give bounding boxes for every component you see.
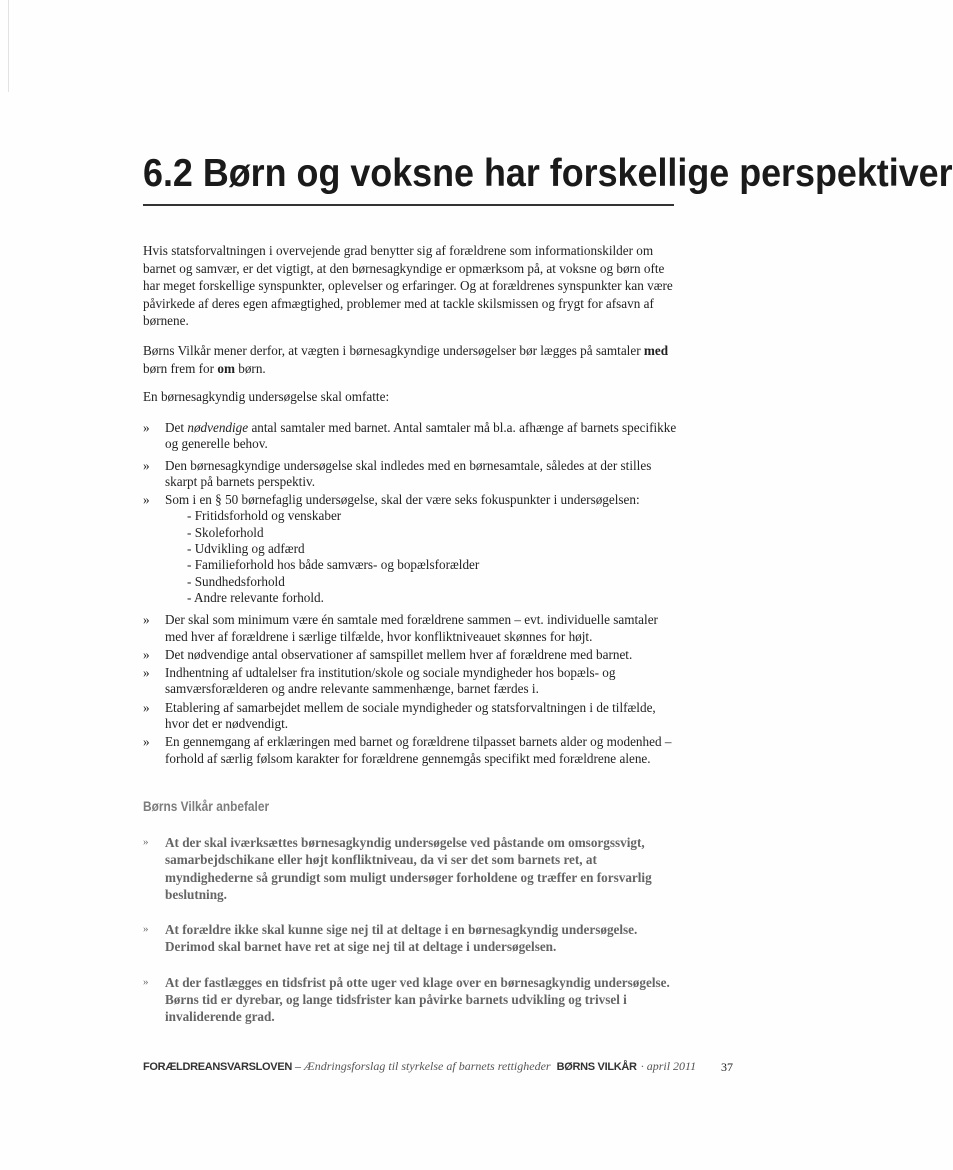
footer-org: BØRNS VILKÅR [556, 1061, 637, 1073]
focus-points-list [165, 508, 678, 606]
bullet-marker: » [143, 923, 149, 936]
list-item [143, 665, 678, 698]
bullet-marker: » [143, 646, 150, 662]
focus-point: - Skoleforhold [187, 524, 264, 540]
emphasis-om: om [217, 360, 235, 376]
bullet-marker: » [143, 699, 150, 715]
page-footer [143, 1059, 735, 1074]
bullet-marker: » [143, 612, 150, 628]
paragraph-text: børn. [234, 360, 266, 376]
bullet-marker: » [143, 836, 149, 848]
requirements-list [143, 420, 678, 767]
footer-subtitle: Ændringsforslag til styrkelse af barnets rettigheder [304, 1059, 551, 1073]
title-underline [143, 204, 674, 206]
focus-point: - Udvikling og adfærd [187, 541, 305, 557]
footer-date: · april 2011 [640, 1059, 697, 1073]
recommendation-item [143, 834, 678, 903]
list-item [143, 612, 678, 645]
bullet-marker: » [143, 734, 150, 750]
bullet-marker: » [143, 975, 149, 988]
intro-paragraph: Hvis statsforvaltningen i overvejende grad benytter sig af forældrene som informationskilder om barnet og samvær, er det vigtigt, at den børnesagkyndige er opmærksom på, at voksne og børn ofte har meget forskellige synspunkter, oplevelser og erfaringer. Og at forældrenes synspunkter kan være påvirkede af deres egen afmægtighed, problemer med at tackle skilsmissen og frygt for afsavn af børnene. [143, 243, 673, 329]
conversation-paragraph [143, 342, 678, 377]
paragraph-text: børn frem for [143, 360, 218, 376]
recommendation-text: At der skal iværksættes børnesagkyndig undersøgelse ved påstande om omsorgssvigt, samarbejdschikane eller højt konfliktniveau, da vi ser det som barnets ret, at myndighederne så grundigt som muligt undersøger forholdene og træffer en forsvarlig beslutning. [165, 835, 652, 902]
recommendation-item [143, 974, 678, 1026]
bullet-text: Den børnesagkyndige undersøgelse skal indledes med en børnesamtale, således at der stilles skarpt på barnets perspektiv. [165, 457, 652, 489]
bullet-text: Etablering af samarbejdet mellem de sociale myndigheder og statsforvaltningen i de tilfælde, hvor det er nødvendigt. [165, 699, 656, 732]
bullet-text: En gennemgang af erklæringen med barnet og forældrene tilpasset barnets alder og modenhed – forhold af særlig følsom karakter for forældrene gennemgås specifikt med forældrene alene. [165, 734, 672, 766]
bullet-text: Der skal som minimum være én samtale med forældrene sammen – evt. individuelle samtaler med hver af forældrene i særlige tilfælde, hvor konfliktniveauet skønnes for højt. [165, 612, 658, 644]
emphasis-nodvendige: nødvendige [187, 420, 249, 435]
footer-brand: FORÆLDREANSVARSLOVEN [143, 1061, 293, 1073]
recommendations-heading: Børns Vilkår anbefaler [143, 798, 270, 814]
list-item [143, 647, 678, 663]
focus-point: - Familieforhold hos både samværs- og bopælsforælder [187, 557, 480, 573]
footer-dash: – [295, 1059, 302, 1073]
focus-point: - Andre relevante forhold. [187, 589, 324, 605]
list-item [143, 734, 678, 767]
list-item [143, 458, 678, 491]
scope-intro: En børnesagkyndig undersøgelse skal omfatte: [143, 389, 390, 404]
recommendation-text: At der fastlægges en tidsfrist på otte uger ved klage over en børnesagkyndig undersøgelse. Børns tid er dyrebar, og lange tidsfrister kan påvirke barnets udvikling og trivsel i invaliderende grad. [165, 974, 670, 1025]
emphasis-med: med [643, 343, 669, 358]
recommendation-text: At forældre ikke skal kunne sige nej til at deltage i en børnesagkyndig undersøgelse. Derimod skal barnet have ret at sige nej til at deltage i undersøgelsen. [165, 922, 638, 955]
list-item [143, 420, 678, 453]
bullet-text: Det [165, 420, 188, 435]
focus-point: - Fritidsforhold og venskaber [187, 508, 342, 524]
paragraph-text: Børns Vilkår mener derfor, at vægten i børnesagkyndige undersøgelser bør lægges på samtaler [143, 343, 644, 358]
page-title: 6.2 Børn og voksne har forskellige perspektiver [143, 152, 953, 195]
bullet-marker: » [143, 492, 150, 508]
bullet-text: Som i en § 50 børnefaglig undersøgelse, skal der være seks fokuspunkter i undersøgelsen: [165, 492, 640, 508]
bullet-text: antal samtaler med barnet. Antal samtaler må bl.a. afhænge af barnets specifikke og generelle behov. [165, 420, 677, 452]
focus-point: - Sundhedsforhold [187, 573, 285, 589]
recommendations-list [143, 834, 678, 1044]
bullet-marker: » [143, 420, 150, 435]
recommendation-item [143, 921, 678, 956]
list-item [143, 492, 678, 606]
bullet-marker: » [143, 457, 150, 473]
bullet-text: Indhentning af udtalelser fra institution/skole og sociale myndigheder hos bopæls- og samværsforælderen og andre relevante sammenhænge, barnet færdes i. [165, 665, 616, 697]
bullet-marker: » [143, 665, 150, 681]
page-number: 37 [721, 1060, 733, 1074]
bullet-text: Det nødvendige antal observationer af samspillet mellem hver af forældrene med barnet. [165, 646, 633, 662]
list-item [143, 700, 678, 733]
scan-edge-line [8, 0, 9, 92]
